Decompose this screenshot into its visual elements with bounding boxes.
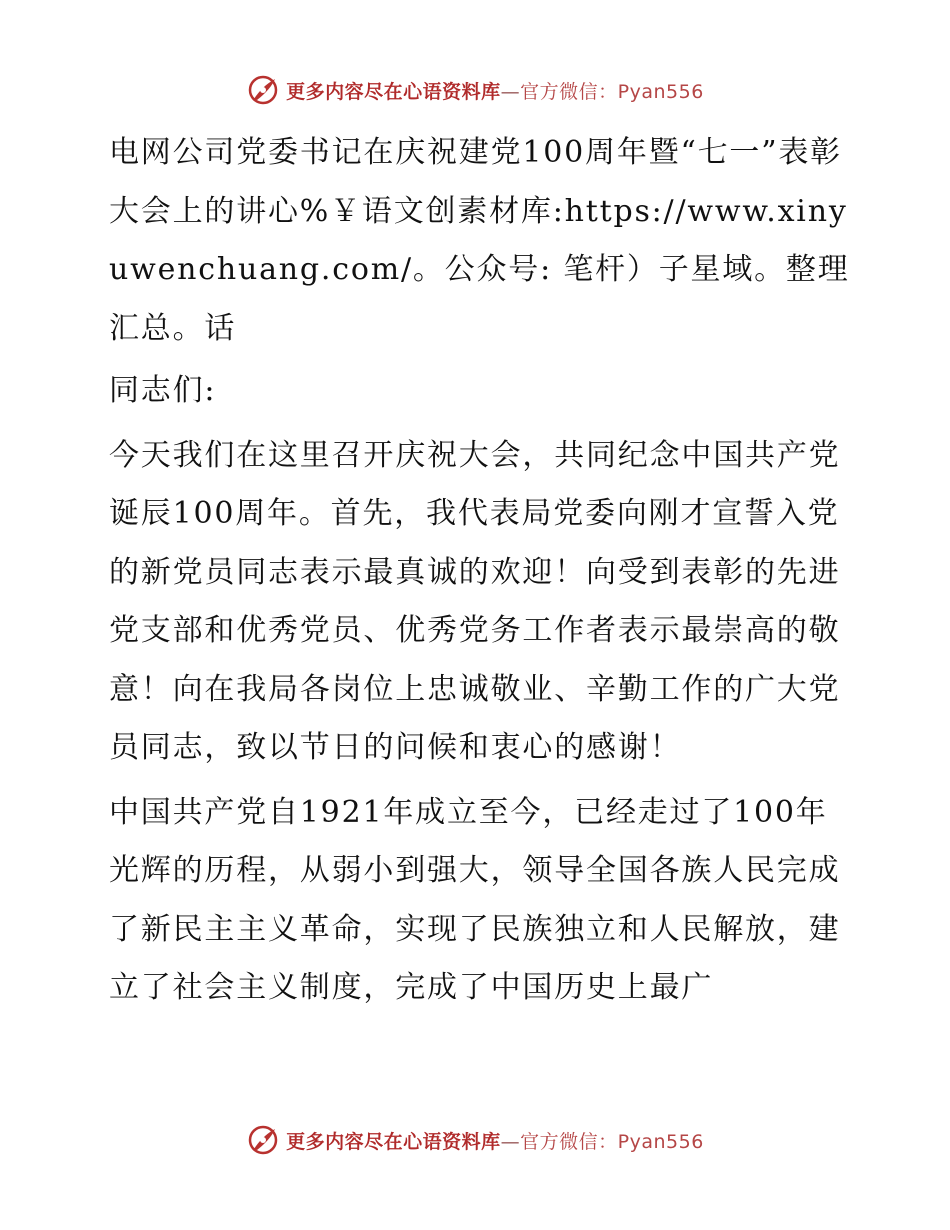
document-body: [97, 124, 857, 1024]
banner-contact: 官方微信：Pyan556: [520, 1130, 704, 1153]
banner-text: [286, 77, 704, 104]
banner-contact: 官方微信：Pyan556: [520, 80, 704, 103]
paragraph-1: 今天我们在这里召开庆祝大会，共同纪念中国共产党诞辰100周年。首先，我代表局党委向刚才宣誓入党的新党员同志表示最真诚的欢迎！向受到表彰的先进党支部和优秀党员、优秀党务工作者表示最崇高的敬意！向在我局各岗位上忠诚敬业、辛勤工作的广大党员同志，致以节日的问候和衷心的感谢！: [109, 437, 841, 765]
paragraph-2: 中国共产党自1921年成立至今，已经走过了100年光辉的历程，从弱小到强大，领导全国各族人民完成了新民主主义革命，实现了民族独立和人民解放，建立了社会主义制度，完成了中国历史上最广: [109, 794, 841, 1005]
banner-lead: 更多内容尽在心语资料库: [286, 1130, 501, 1153]
footer-banner: [0, 1120, 950, 1160]
banner-separator: —: [500, 1130, 521, 1153]
greeting: 同志们:: [109, 373, 217, 408]
banner-text: [286, 1127, 704, 1154]
red-quill-logo-icon: [246, 1123, 280, 1157]
document-title: 电网公司党委书记在庆祝建党100周年暨“七一”表彰大会上的讲心%￥语文创素材库:https://www.xinyuwenchuang.com/。公众号: 笔杆）子星域。整理汇总。话: [109, 135, 850, 346]
banner-lead: 更多内容尽在心语资料库: [286, 80, 501, 103]
red-quill-logo-icon: [246, 73, 280, 107]
header-banner: [0, 70, 950, 110]
banner-separator: —: [500, 80, 521, 103]
